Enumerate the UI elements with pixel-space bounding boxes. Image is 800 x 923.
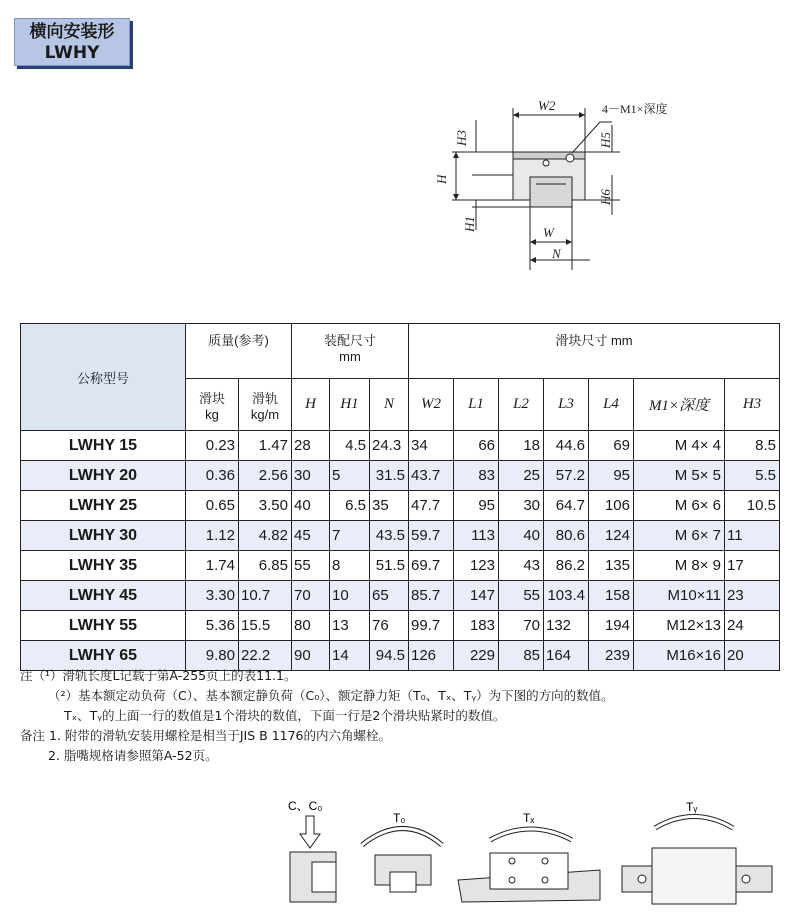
cell-h3: 24 bbox=[725, 611, 780, 641]
cell-w2: 34 bbox=[409, 431, 454, 461]
cell-w2: 126 bbox=[409, 641, 454, 671]
cell-h3: 23 bbox=[725, 581, 780, 611]
title-cn: 横向安装形 bbox=[29, 22, 115, 42]
cell-h: 70 bbox=[292, 581, 330, 611]
header-mass: 质量(参考) bbox=[186, 324, 292, 379]
figure-t0 bbox=[362, 811, 442, 892]
cell-l1: 183 bbox=[454, 611, 499, 641]
cell-l4: 158 bbox=[589, 581, 634, 611]
cell-l2: 43 bbox=[499, 551, 544, 581]
cell-block-kg: 1.74 bbox=[186, 551, 239, 581]
cell-l1: 95 bbox=[454, 491, 499, 521]
cell-h3: 5.5 bbox=[725, 461, 780, 491]
cell-l1: 113 bbox=[454, 521, 499, 551]
cell-l2: 70 bbox=[499, 611, 544, 641]
cell-l2: 18 bbox=[499, 431, 544, 461]
cell-l3: 164 bbox=[544, 641, 589, 671]
cell-h1: 5 bbox=[330, 461, 370, 491]
cell-model: LWHY 45 bbox=[21, 581, 186, 611]
cell-m1: M 4× 4 bbox=[634, 431, 725, 461]
cell-l3: 132 bbox=[544, 611, 589, 641]
label-h: H bbox=[434, 174, 449, 184]
cell-l4: 124 bbox=[589, 521, 634, 551]
cell-l2: 55 bbox=[499, 581, 544, 611]
cell-l1: 229 bbox=[454, 641, 499, 671]
cell-rail-kgm: 10.7 bbox=[239, 581, 292, 611]
cell-h: 80 bbox=[292, 611, 330, 641]
cell-h3: 20 bbox=[725, 641, 780, 671]
cell-h3: 10.5 bbox=[725, 491, 780, 521]
header-assembly: 装配尺寸 mm bbox=[292, 324, 409, 379]
header-col-m1: M1×深度 bbox=[634, 379, 725, 431]
cell-h: 45 bbox=[292, 521, 330, 551]
cell-l3: 57.2 bbox=[544, 461, 589, 491]
cell-l2: 25 bbox=[499, 461, 544, 491]
figure-tx bbox=[458, 811, 600, 902]
note-4: 备注 1. 附带的滑轨安装用螺栓是相当于JIS B 1176的内六角螺栓。 bbox=[20, 728, 392, 743]
cell-l3: 103.4 bbox=[544, 581, 589, 611]
cell-l4: 106 bbox=[589, 491, 634, 521]
cell-w2: 59.7 bbox=[409, 521, 454, 551]
figure-ty bbox=[622, 800, 772, 904]
header-col-l1: L1 bbox=[454, 379, 499, 431]
cell-rail-kgm: 15.5 bbox=[239, 611, 292, 641]
cell-m1: M 6× 6 bbox=[634, 491, 725, 521]
cell-l4: 69 bbox=[589, 431, 634, 461]
cell-block-kg: 0.23 bbox=[186, 431, 239, 461]
cell-rail-kgm: 2.56 bbox=[239, 461, 292, 491]
note-1: 注（¹）滑轨长度L记载于第A-255页上的表11.1。 bbox=[20, 668, 297, 683]
cell-n: 94.5 bbox=[370, 641, 409, 671]
cell-h1: 6.5 bbox=[330, 491, 370, 521]
cell-h: 90 bbox=[292, 641, 330, 671]
header-col-h1: H1 bbox=[330, 379, 370, 431]
cell-model: LWHY 25 bbox=[21, 491, 186, 521]
header-col-l3: L3 bbox=[544, 379, 589, 431]
table-row bbox=[21, 431, 780, 461]
label-t0: T₀ bbox=[393, 811, 406, 825]
cell-m1: M10×11 bbox=[634, 581, 725, 611]
table-row bbox=[21, 491, 780, 521]
label-n: N bbox=[552, 246, 561, 261]
cell-l4: 95 bbox=[589, 461, 634, 491]
cell-w2: 69.7 bbox=[409, 551, 454, 581]
table-row bbox=[21, 581, 780, 611]
cell-model: LWHY 15 bbox=[21, 431, 186, 461]
cell-h: 28 bbox=[292, 431, 330, 461]
cell-model: LWHY 30 bbox=[21, 521, 186, 551]
label-c: C、C₀ bbox=[288, 799, 323, 813]
cell-m1: M16×16 bbox=[634, 641, 725, 671]
cell-n: 35 bbox=[370, 491, 409, 521]
cell-block-kg: 0.36 bbox=[186, 461, 239, 491]
cell-rail-kgm: 6.85 bbox=[239, 551, 292, 581]
header-mass-rail: 滑轨 kg/m bbox=[239, 379, 292, 431]
cell-l4: 135 bbox=[589, 551, 634, 581]
table-row bbox=[21, 551, 780, 581]
cell-h: 55 bbox=[292, 551, 330, 581]
label-w2: W2 bbox=[538, 98, 556, 113]
cell-h3: 17 bbox=[725, 551, 780, 581]
cell-l2: 85 bbox=[499, 641, 544, 671]
figure-c bbox=[288, 799, 336, 902]
cell-l2: 40 bbox=[499, 521, 544, 551]
notes bbox=[20, 666, 614, 766]
cell-h3: 8.5 bbox=[725, 431, 780, 461]
cell-n: 31.5 bbox=[370, 461, 409, 491]
cell-m1: M12×13 bbox=[634, 611, 725, 641]
cell-model: LWHY 20 bbox=[21, 461, 186, 491]
cell-block-kg: 0.65 bbox=[186, 491, 239, 521]
cell-w2: 85.7 bbox=[409, 581, 454, 611]
cell-m1: M 5× 5 bbox=[634, 461, 725, 491]
cell-w2: 99.7 bbox=[409, 611, 454, 641]
label-h3: H3 bbox=[454, 130, 469, 146]
cell-n: 51.5 bbox=[370, 551, 409, 581]
cell-block-kg: 1.12 bbox=[186, 521, 239, 551]
header-col-h: H bbox=[292, 379, 330, 431]
cell-block-kg: 5.36 bbox=[186, 611, 239, 641]
cell-model: LWHY 35 bbox=[21, 551, 186, 581]
label-h6: H6 bbox=[598, 189, 613, 205]
cell-h: 40 bbox=[292, 491, 330, 521]
cell-n: 43.5 bbox=[370, 521, 409, 551]
cell-rail-kgm: 22.2 bbox=[239, 641, 292, 671]
cell-n: 24.3 bbox=[370, 431, 409, 461]
cell-h3: 11 bbox=[725, 521, 780, 551]
cell-rail-kgm: 1.47 bbox=[239, 431, 292, 461]
note-2: （²）基本额定动负荷（C）、基本额定静负荷（C₀）、额定静力矩（T₀、Tₓ、Tᵧ）为下图的方向的数值。 bbox=[48, 688, 614, 703]
cell-n: 76 bbox=[370, 611, 409, 641]
cell-l3: 80.6 bbox=[544, 521, 589, 551]
label-tx: Tₓ bbox=[523, 811, 535, 825]
cell-block-kg: 9.80 bbox=[186, 641, 239, 671]
title-en: LWHY bbox=[44, 43, 100, 63]
cell-m1: M 8× 9 bbox=[634, 551, 725, 581]
cell-l3: 44.6 bbox=[544, 431, 589, 461]
header-col-h3: H3 bbox=[725, 379, 780, 431]
label-h5: H5 bbox=[598, 132, 613, 148]
cell-w2: 43.7 bbox=[409, 461, 454, 491]
cell-model: LWHY 65 bbox=[21, 641, 186, 671]
label-m1: 4－M1×深度 bbox=[602, 102, 668, 116]
header-model: 公称型号 bbox=[21, 324, 186, 431]
label-h1: H1 bbox=[462, 216, 477, 232]
header-col-l4: L4 bbox=[589, 379, 634, 431]
header-mass-block: 滑块 kg bbox=[186, 379, 239, 431]
note-5: 2. 脂嘴规格请参照第A-52页。 bbox=[48, 748, 218, 763]
cell-n: 65 bbox=[370, 581, 409, 611]
cell-rail-kgm: 3.50 bbox=[239, 491, 292, 521]
cell-l3: 64.7 bbox=[544, 491, 589, 521]
table-row bbox=[21, 461, 780, 491]
cell-h1: 10 bbox=[330, 581, 370, 611]
rail-body bbox=[530, 177, 572, 207]
cell-l4: 194 bbox=[589, 611, 634, 641]
block-dimension-drawing bbox=[0, 0, 800, 300]
spec-table bbox=[20, 323, 780, 671]
note-3: Tₓ、Tᵧ的上面一行的数值是1个滑块的数值，下面一行是2个滑块贴紧时的数值。 bbox=[64, 708, 506, 723]
cell-rail-kgm: 4.82 bbox=[239, 521, 292, 551]
cell-h1: 13 bbox=[330, 611, 370, 641]
cell-block-kg: 3.30 bbox=[186, 581, 239, 611]
header-col-l2: L2 bbox=[499, 379, 544, 431]
cell-l2: 30 bbox=[499, 491, 544, 521]
cell-h1: 4.5 bbox=[330, 431, 370, 461]
cell-l3: 86.2 bbox=[544, 551, 589, 581]
cell-h1: 14 bbox=[330, 641, 370, 671]
label-ty: Tᵧ bbox=[686, 800, 698, 814]
cell-h: 30 bbox=[292, 461, 330, 491]
cell-l1: 83 bbox=[454, 461, 499, 491]
cell-l1: 66 bbox=[454, 431, 499, 461]
table-row bbox=[21, 611, 780, 641]
cell-l1: 123 bbox=[454, 551, 499, 581]
cell-l4: 239 bbox=[589, 641, 634, 671]
cell-model: LWHY 55 bbox=[21, 611, 186, 641]
cell-h1: 8 bbox=[330, 551, 370, 581]
header-block-dims: 滑块尺寸 mm bbox=[409, 324, 780, 379]
cell-h1: 7 bbox=[330, 521, 370, 551]
header-col-n: N bbox=[370, 379, 409, 431]
label-w: W bbox=[543, 225, 554, 240]
cell-l1: 147 bbox=[454, 581, 499, 611]
table-row bbox=[21, 521, 780, 551]
header-col-w2: W2 bbox=[409, 379, 454, 431]
cell-m1: M 6× 7 bbox=[634, 521, 725, 551]
cell-w2: 47.7 bbox=[409, 491, 454, 521]
